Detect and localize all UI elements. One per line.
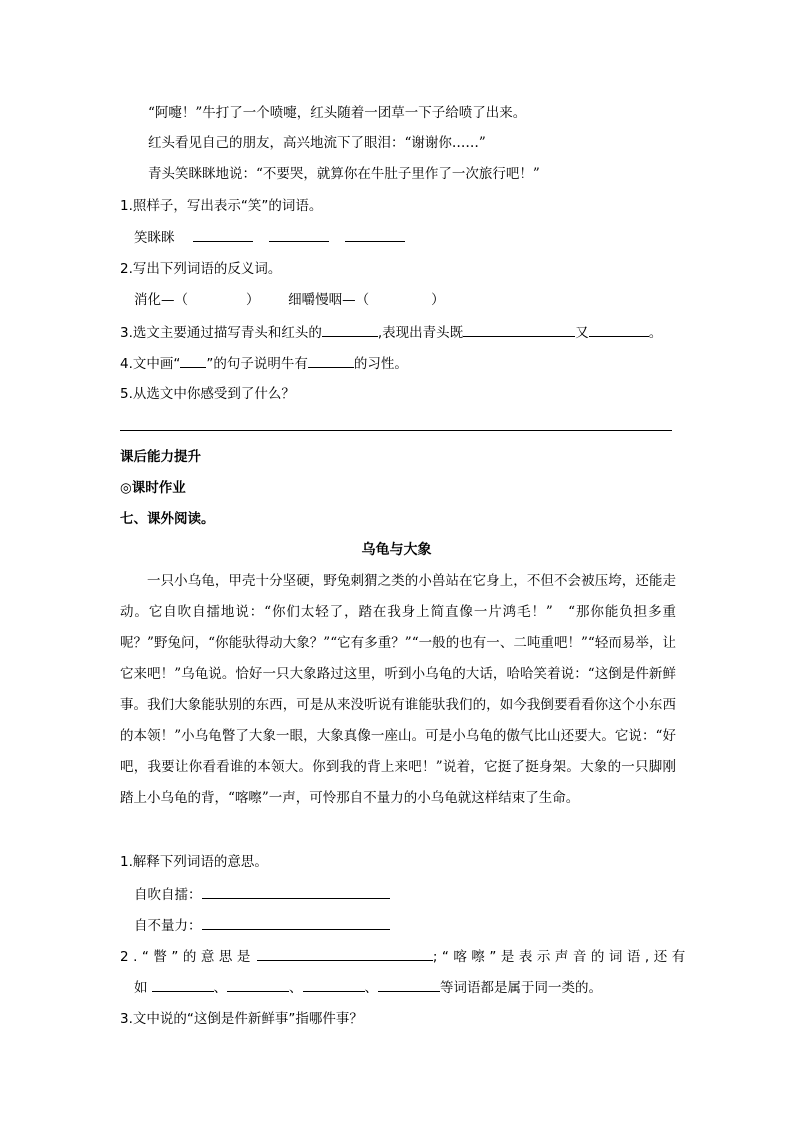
question-2-items [134, 290, 445, 310]
answer-blank[interactable] [257, 946, 433, 961]
section-divider [120, 430, 672, 431]
answer-blank[interactable] [589, 322, 649, 337]
passage-line-3: 青头笑眯眯地说：“不要哭，就算你在牛肚子里作了一次旅行吧！” [148, 166, 540, 182]
question-1: 1.照样子，写出表示“笑”的词语。 [120, 198, 323, 214]
antonym-item-2: 细嚼慢咽—（ [288, 292, 370, 308]
separator: 、 [364, 980, 378, 996]
separator: 、 [213, 980, 227, 996]
example-word: 笑眯眯 [134, 230, 175, 246]
exercise-2-line-2 [134, 977, 602, 998]
section-subheading: ◎课时作业 [120, 480, 186, 496]
section-exercise-heading: 七、课外阅读。 [120, 511, 215, 527]
exercise-2-text-1: 2.“瞥”的意思是 [120, 949, 255, 965]
answer-blank[interactable] [308, 353, 354, 368]
question-4 [120, 353, 408, 374]
passage-line-2: 红头看见自己的朋友，高兴地流下了眼泪：“谢谢你……” [148, 135, 486, 151]
question-2: 2.写出下列词语的反义词。 [120, 261, 282, 277]
exercise-3: 3.文中说的“这倒是件新鲜事”指哪件事？ [120, 1011, 363, 1027]
antonym-close-1: ） [246, 292, 260, 308]
answer-blank[interactable] [303, 977, 365, 992]
separator: 、 [289, 980, 303, 996]
answer-blank[interactable] [322, 322, 378, 337]
underline-sample [180, 353, 206, 368]
question-3-text-3: 又 [575, 325, 589, 341]
question-1-answers [134, 227, 405, 248]
antonym-item-1: 消化—（ [134, 292, 188, 308]
question-4-text-2: ”的句子说明牛有 [206, 356, 308, 372]
antonym-close-2: ） [431, 292, 445, 308]
passage-line-1: “阿嚏！”牛打了一个喷嚏，红头随着一团草一下子给喷了出来。 [148, 105, 527, 121]
exercise-1-item-1 [134, 884, 390, 905]
question-3-text-2: ,表现出青头既 [377, 325, 464, 341]
answer-blank[interactable] [345, 227, 405, 242]
term-label: 自吹自擂： [134, 887, 202, 903]
exercise-2-text-2: ;“喀嚓”是表示声音的词语,还有 [432, 949, 690, 965]
exercise-2-text-4: 等词语都是属于同一类的。 [440, 980, 602, 996]
question-5: 5.从选文中你感受到了什么？ [120, 386, 295, 402]
question-4-text-1: 4.文中画“ [120, 356, 181, 372]
question-3-text-4: 。 [648, 325, 663, 341]
answer-blank[interactable] [227, 977, 289, 992]
question-4-text-3: 的习性。 [353, 356, 408, 372]
term-label: 自不量力： [134, 918, 202, 934]
story-body: 一只小乌龟，甲壳十分坚硬，野兔刺猬之类的小兽站在它身上，不但不会被压垮，还能走动。它自吹自擂地说：“你们太轻了，踏在我身上简直像一片鸿毛！” “那你能负担多重呢？”野兔问，“你能驮得动大象？”“它有多重？”“一般的也有一、二吨重吧！”“轻而易举，让它来吧！”乌龟说。恰好一只大象路过这里，听到小乌龟的大话，哈哈笑着说：“这倒是件新鲜事。我们大象能驮别的东西，可是从来没听说有谁能驮我们的，如今我倒要看看你这个小东西的本领！”小乌龟瞥了大象一眼，大象真像一座山。可是小乌龟的傲气比山还要大。它说：“好吧，我要让你看看谁的本领大。你到我的背上来吧！”说着，它挺了挺身架。大象的一只脚刚踏上小乌龟的背，“喀嚓”一声，可怜那自不量力的小乌龟就这样结束了生命。 [120, 573, 676, 806]
exercise-1: 1.解释下列词语的意思。 [120, 854, 268, 870]
question-3-text-1: 3.选文主要通过描写青头和红头的 [120, 325, 322, 341]
answer-blank[interactable] [202, 915, 390, 930]
question-3 [120, 322, 662, 343]
exercise-2 [120, 946, 690, 967]
answer-blank[interactable] [378, 977, 440, 992]
answer-blank[interactable] [152, 977, 214, 992]
section-heading: 课后能力提升 [120, 449, 201, 465]
answer-blank[interactable] [202, 884, 390, 899]
story-title: 乌龟与大象 [361, 542, 432, 558]
exercise-1-item-2 [134, 915, 390, 936]
exercise-2-text-3: 如 [134, 980, 148, 996]
answer-blank[interactable] [269, 227, 329, 242]
answer-blank[interactable] [463, 322, 575, 337]
answer-blank[interactable] [193, 227, 253, 242]
